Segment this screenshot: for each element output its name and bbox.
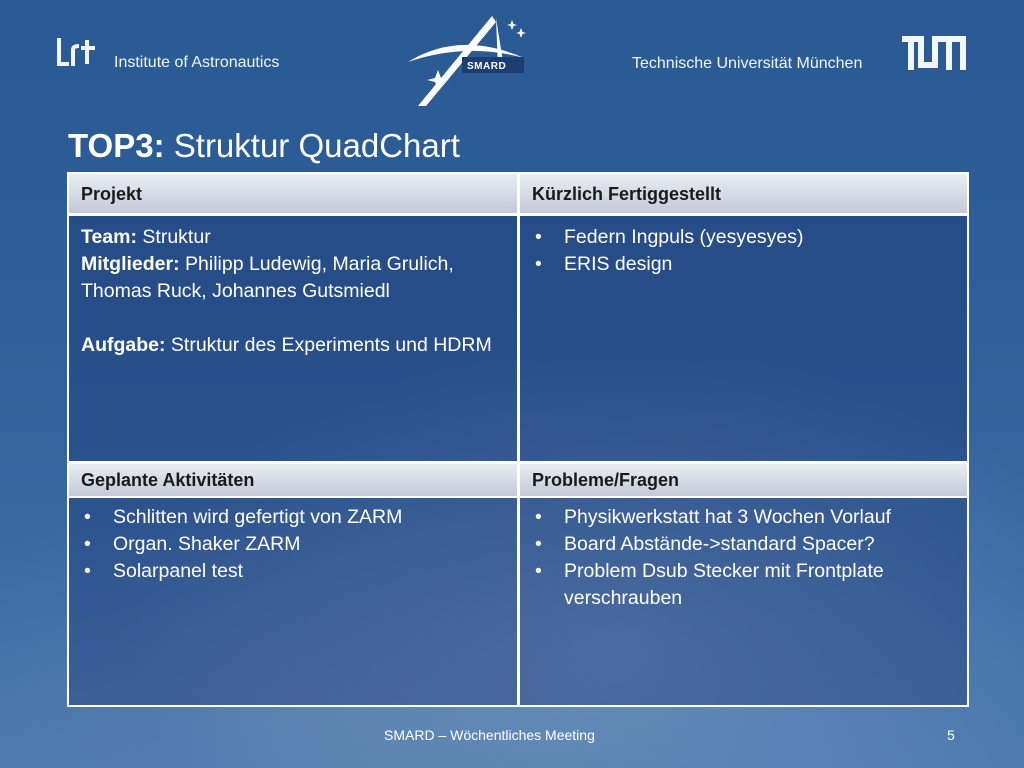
list-item: • Physikwerkstatt hat 3 Wochen Vorlauf [532,504,955,531]
problems-body [517,498,967,705]
university-name: Technische Universität München [632,55,863,72]
projekt-header: Projekt [69,174,517,216]
page-number: 5 [947,727,955,743]
smard-logo-text: SMARD [467,61,507,72]
task-value: Struktur des Experiments und HDRM [165,334,492,356]
slide-header [0,0,1024,110]
completed-body [517,216,967,461]
problems-header: Probleme/Fragen [517,461,967,498]
quad-chart [67,172,969,707]
list-item: • Problem Dsub Stecker mit Frontplate verschrauben [532,558,955,612]
smard-star-logo-icon [400,12,540,107]
footer-text: SMARD – Wöchentliches Meeting [384,727,595,743]
projekt-body [69,216,517,461]
list-item: • Organ. Shaker ZARM [81,531,505,558]
planned-body [69,498,517,705]
members-value: Philipp Ludewig, Maria Grulich, Thomas Ruck, Johannes Gutsmiedl [81,253,454,302]
list-item: • ERIS design [532,251,955,278]
list-item: • Solarpanel test [81,558,505,585]
tum-logo-icon [902,36,968,70]
list-item: • Board Abstände->standard Spacer? [532,531,955,558]
institute-name: Institute of Astronautics [114,54,280,71]
completed-header: Kürzlich Fertiggestellt [517,174,967,216]
members-label: Mitglieder: [81,253,180,275]
team-value: Struktur [137,226,211,248]
slide-title: TOP3: Struktur QuadChart [68,127,460,164]
planned-header: Geplante Aktivitäten [69,461,517,498]
list-item: • Schlitten wird gefertigt von ZARM [81,504,505,531]
team-label: Team: [81,226,137,248]
list-item: • Federn Ingpuls (yesyesyes) [532,224,955,251]
lrt-logo-icon [55,36,99,70]
task-label: Aufgabe: [81,334,166,356]
